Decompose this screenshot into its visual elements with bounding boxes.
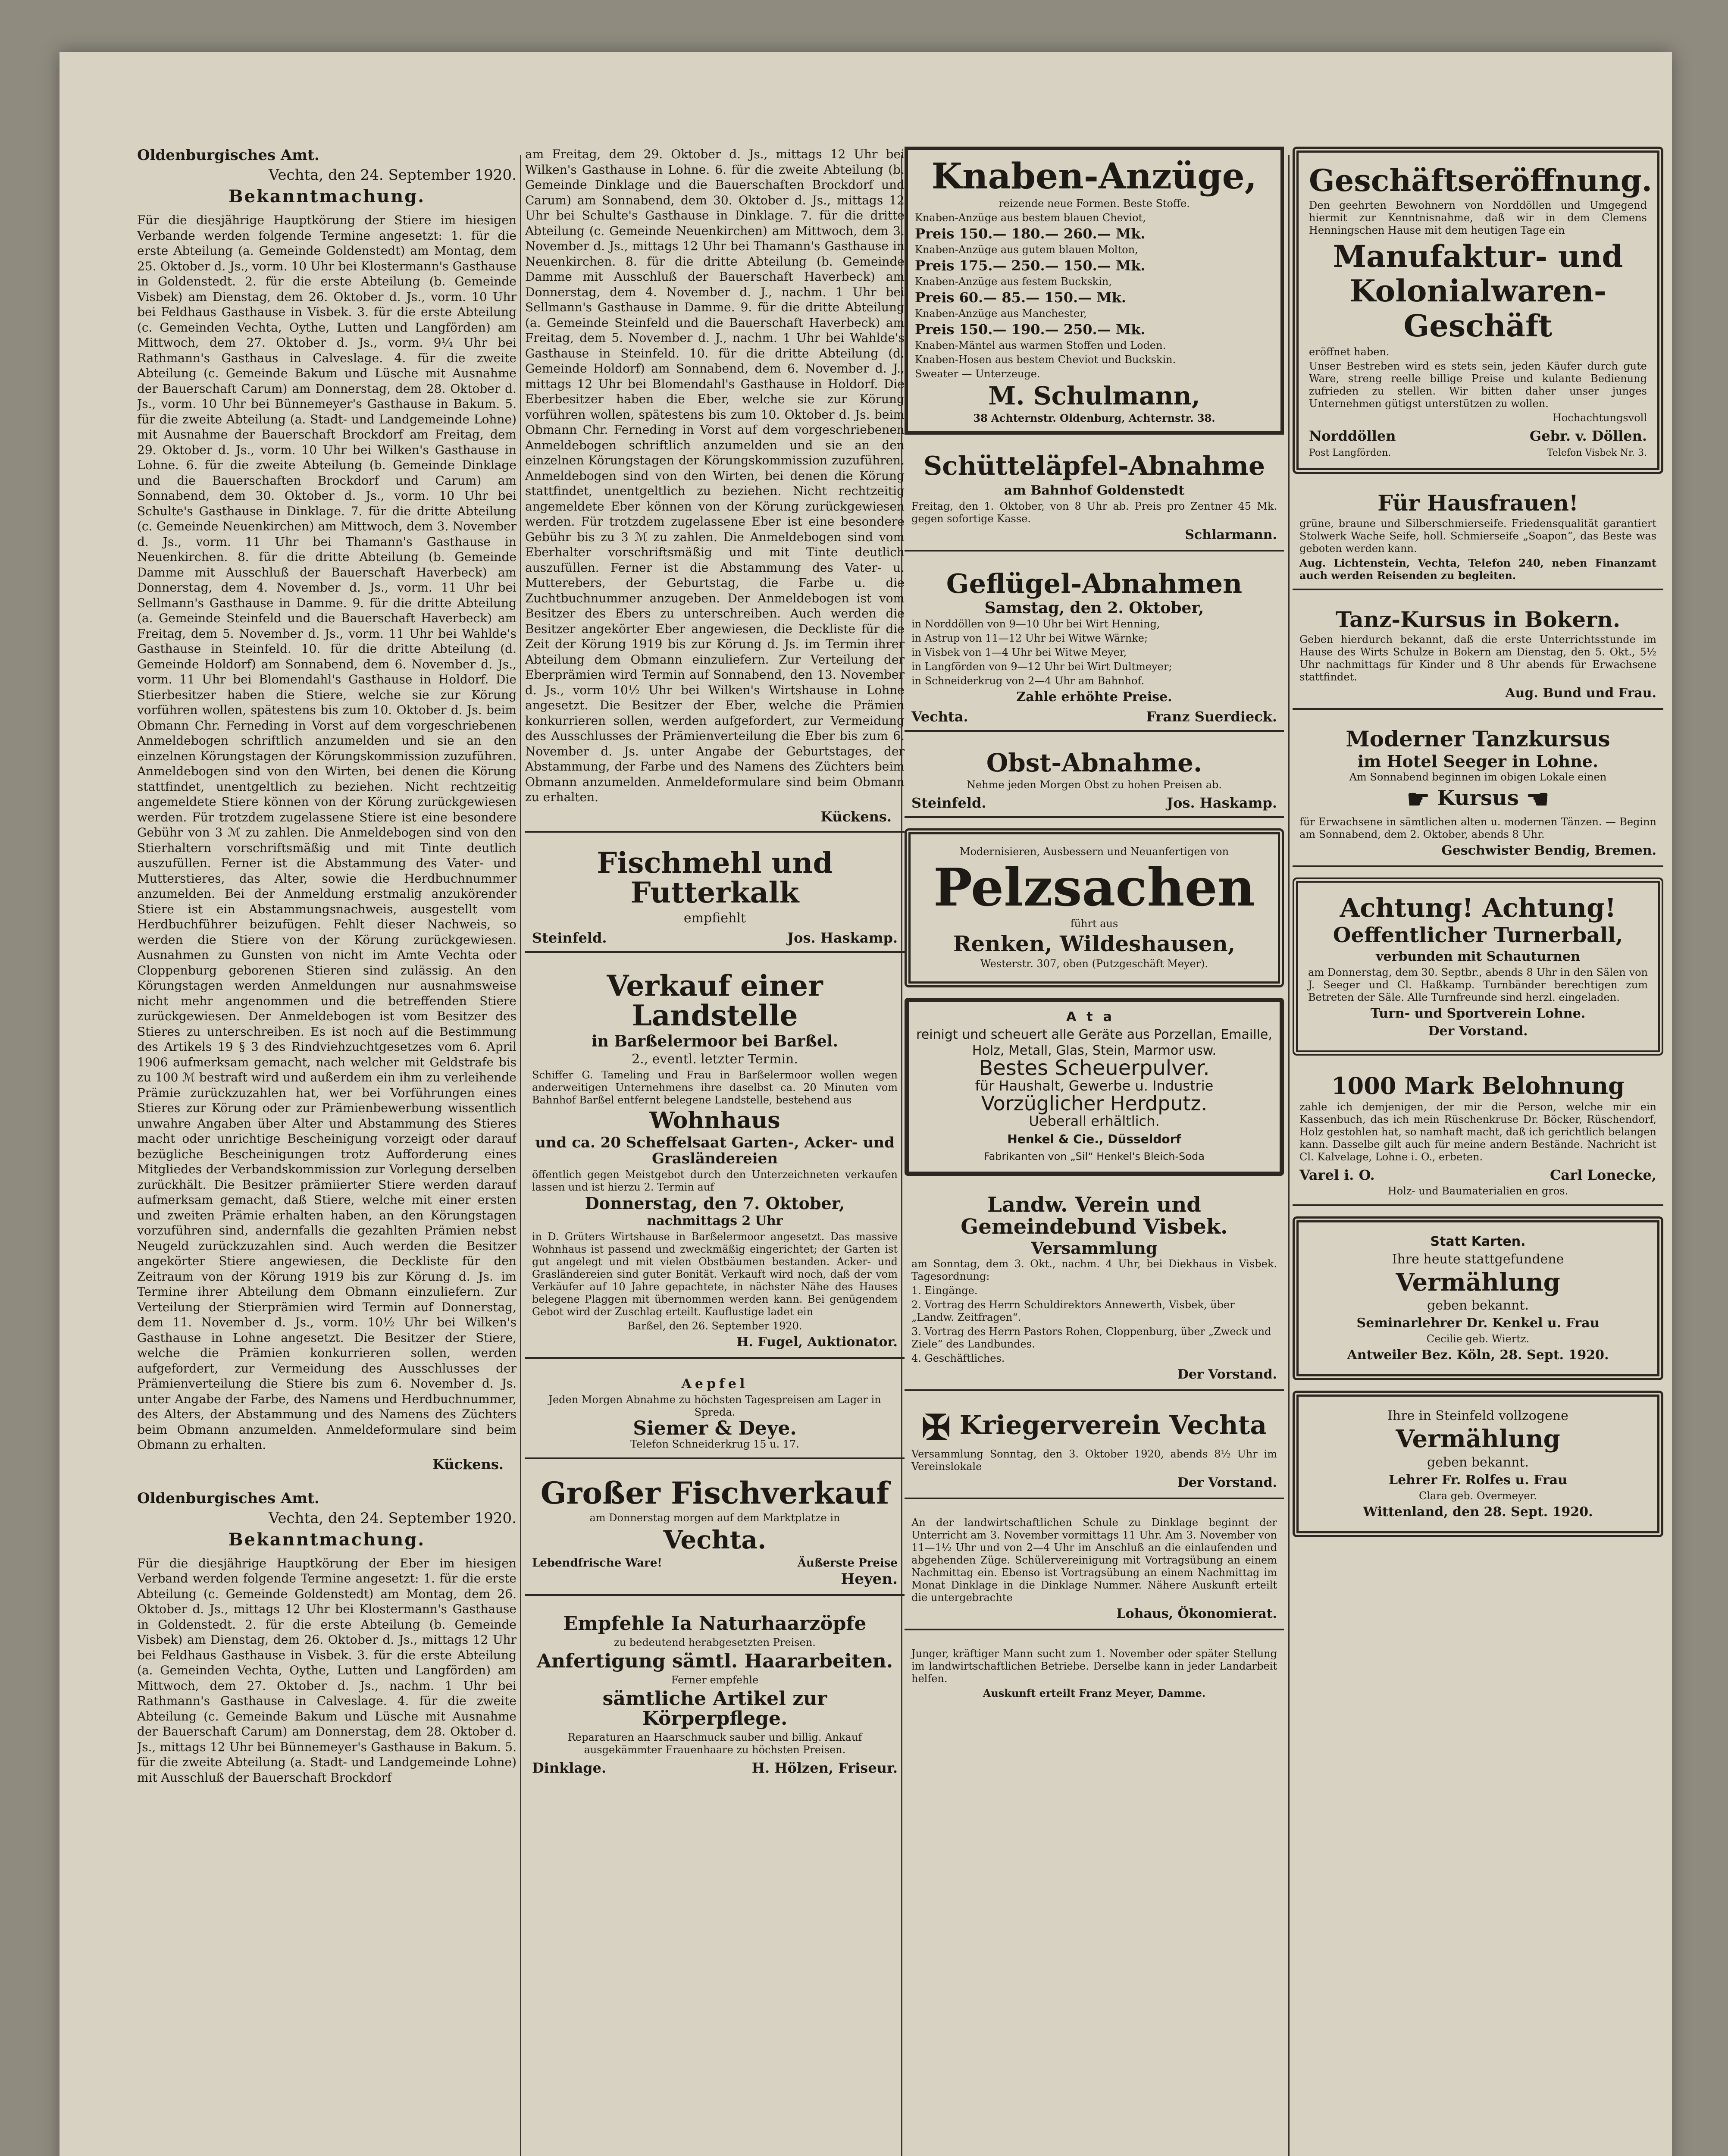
ad-firm: M. Schulmann, <box>988 381 1200 411</box>
ad-headline: Achtung! Achtung! <box>1340 893 1616 923</box>
ad-address: 38 Achternstr. Oldenburg, Achternstr. 38. <box>973 411 1215 424</box>
ad-city: Vechta. <box>663 1525 767 1554</box>
ad-sub: Holz- und Baumaterialien en gros. <box>1387 1185 1568 1197</box>
ad-firm: Renken, Wildeshausen, <box>953 931 1236 956</box>
list-item: in Schneiderkrug von 2—4 Uhr am Bahnhof. <box>911 675 1145 687</box>
ad-turnerball <box>1293 877 1663 1056</box>
column-4 <box>1293 147 1663 2156</box>
iron-cross-icon: ✠ <box>921 1407 951 1448</box>
ad-intro: Schiffer G. Tameling und Frau in Barßelermoor wollen wegen anderweitigen Unternehmens ihre daselbst ca. 20 Minuten vom Bahnhof Barßel entfernt belegene Landstelle, bestehend aus <box>532 1069 898 1106</box>
ad-signature-row <box>1309 428 1647 444</box>
ad-termin: 2., eventl. letzter Termin. <box>632 1051 798 1067</box>
ad-place: Steinfeld. <box>532 930 607 946</box>
ad-signature: Der Vorstand. <box>1177 1367 1277 1382</box>
ad-headline: Verkauf einer Landstelle <box>607 969 823 1033</box>
ad-headline: Geflügel-Abnahmen <box>946 567 1243 599</box>
ad-text: An der landwirtschaftlichen Schule zu Dinklage beginnt der Unterricht am 3. November vormittags 11 Uhr. Am 3. November von 11—1½ Uhr und von 2—4 Uhr im Anschluß an die einlaufenden und abgehenden Züge. Schülervereinigung mit Vortragsübung an einem Nachmittag ein. Ebenso ist Vortragsübung an einem Nachmittag im Monat Dinklage in die Dinklage Nummer. Nähere Auskunft erteilt die untergebrachte <box>911 1517 1277 1604</box>
ad-signature-row <box>911 708 1277 725</box>
column-rule <box>520 155 521 2156</box>
ad-line2: geben bekannt. <box>1427 1455 1529 1470</box>
ad-signature: H. Fugel, Auktionator. <box>736 1335 898 1350</box>
ad-headline: Fischmehl und Futterkalk <box>597 846 833 909</box>
ad-place: Dinklage. <box>532 1760 607 1777</box>
ad-firm: Siemer & Deye. <box>633 1417 797 1440</box>
ad-line2: geben bekannt. <box>1427 1298 1529 1313</box>
list-item: in Langförden von 9—12 Uhr bei Wirt Dultmeyer; <box>911 661 1172 673</box>
list-item: 2. Vortrag des Herrn Schuldirektors Annewerth, Visbek, über „Landw. Zeitfragen“. <box>911 1299 1235 1324</box>
column-3 <box>905 147 1284 2156</box>
ad-text: Freitag, den 1. Oktober, von 8 Uhr ab. Preis pro Zentner 45 Mk. gegen sofortige Kasse. <box>911 500 1277 525</box>
ad-place: am Bahnhof Goldenstedt <box>1004 483 1185 498</box>
ad-name: Jos. Haskamp. <box>1166 794 1277 811</box>
ad-aepfel <box>525 1369 905 1459</box>
ad-signature-row <box>911 795 1277 811</box>
ad-text1: Am Sonnabend beginnen im obigen Lokale einen <box>1349 771 1607 783</box>
ad-landw-schule <box>905 1510 1284 1630</box>
ad-headline: Aepfel <box>681 1376 748 1392</box>
ad-text: Geben hierdurch bekannt, daß die erste Unterrichtsstunde im Hause des Wirts Schulze in Bokern am Dienstag, den 5. Okt., 5½ Uhr nachmittags für Kinder und 8 Uhr abends für Erwachsene stattfindet. <box>1299 633 1656 683</box>
ad-names: Seminarlehrer Dr. Kenkel u. Frau <box>1356 1316 1600 1331</box>
ad-sub: reizende neue Formen. Beste Stoffe. <box>999 197 1190 210</box>
ad-text: Nehme jeden Morgen Obst zu hohen Preisen ab. <box>966 778 1222 791</box>
ad-intro: Den geehrten Bewohnern von Norddöllen und Umgegend hiermit zur Kenntnisnahme, daß wir in dem Clemens Henningschen Hause mit dem heutigen Tage ein <box>1309 199 1647 236</box>
notice-title: Bekanntmachung. <box>228 1529 426 1550</box>
notice-signature: Kückens. <box>820 808 892 825</box>
ad-grounds: und ca. 20 Scheffelsaat Garten-, Acker- und Grasländereien <box>535 1134 895 1168</box>
ad-tanzkursus-bokern <box>1293 601 1663 710</box>
ad-place: im Hotel Seeger in Lohne. <box>1357 751 1599 771</box>
ad-left: Lebendfrische Ware! <box>532 1556 662 1570</box>
ad-text: Versammlung Sonntag, den 3. Oktober 1920, abends 8½ Uhr im Vereinslokale <box>911 1448 1277 1473</box>
list-item: Sweater — Unterzeuge. <box>915 368 1040 380</box>
ad-firm: Gebr. v. Döllen. <box>1529 428 1647 444</box>
ad-title: Oeffentlicher Turnerball, <box>1333 923 1623 947</box>
ad-headline: Vermählung <box>1396 1268 1560 1297</box>
notice-authority: Oldenburgisches Amt. <box>137 147 319 164</box>
pointing-hand-left-icon: ☚ <box>1526 784 1550 815</box>
ad-line2: zu bedeutend herabgesetzten Preisen. <box>614 1636 816 1648</box>
ad-line1: Empfehle Ia Naturhaarzöpfe <box>563 1612 867 1635</box>
list-item: Knaben-Mäntel aus warmen Stoffen und Loden. <box>915 339 1166 352</box>
ad-text: zahle ich demjenigen, der mir die Person, welche mir ein Kassenbuch, das ich mein Rüschenkruse Dr. Böcker, Rüschendorf, Holz gestohlen hat, so namhaft macht, daß ich gerichtlich belangen kann. Dasselbe gilt auch für meine andern Bestände. Nachricht ist Cl. Kalvelage, Lohne i. O., erbeten. <box>1299 1100 1656 1163</box>
ad-line3: Anfertigung sämtl. Haararbeiten. <box>536 1650 893 1672</box>
ad-nee: Clara geb. Overmeyer. <box>1418 1490 1537 1502</box>
ad-names: Lehrer Fr. Rolfes u. Frau <box>1388 1473 1568 1488</box>
ad-signature-row <box>1299 1167 1656 1183</box>
ad-line1: Ihre heute stattgefundene <box>1392 1251 1564 1267</box>
ad-vermaehlung-kenkel <box>1293 1216 1663 1381</box>
ad-brand: Ata <box>1066 1009 1122 1025</box>
ad-text: Junger, kräftiger Mann sucht zum 1. November oder später Stellung im landwirtschaftlichen Betriebe. Derselbe kann in jeder Landarbeit helfen. <box>911 1648 1277 1685</box>
ad-name: Schlarmann. <box>1185 527 1277 542</box>
notice-authority: Oldenburgisches Amt. <box>137 1489 319 1507</box>
ad-line4: Ferner empfehle <box>671 1674 759 1686</box>
list-item: Knaben-Hosen aus bestem Cheviot und Buckskin. <box>915 354 1176 366</box>
ad-intro: Modernisieren, Ausbessern und Neuanfertigen von <box>959 845 1229 858</box>
ad-headline: Tanz-Kursus in Bokern. <box>1335 606 1621 632</box>
ad-date: Donnerstag, den 7. Oktober, <box>585 1194 845 1213</box>
ad-headline: Landw. Verein und Gemeindebund Visbek. <box>961 1193 1228 1239</box>
ad-right: Äußerste Preise <box>797 1556 898 1570</box>
ad-headline: Schütteläpfel-Abnahme <box>923 451 1265 481</box>
ad-signature-row <box>532 1760 898 1776</box>
ad-knaben-anzuege <box>905 147 1284 435</box>
ad-offer: öffentlich gegen Meistgebot durch den Unterzeichneten verkaufen lassen und ist hierzu 2. Termin auf <box>532 1169 898 1194</box>
ad-name: Franz Suerdieck. <box>1146 708 1277 725</box>
notice-dateline: Vechta, den 24. September 1920. <box>269 1509 517 1527</box>
ad-fischverkauf <box>525 1470 905 1595</box>
ad-kriegerverein <box>905 1401 1284 1499</box>
ad-phone: Telefon Visbek Nr. 3. <box>1546 448 1647 458</box>
ad-tanzkursus-lohne <box>1293 720 1663 867</box>
list-item: Preis 60.— 85.— 150.— Mk. <box>915 289 1127 306</box>
ad-phone: Telefon Schneiderkrug 15 u. 17. <box>630 1438 799 1451</box>
ad-name: Heyen. <box>841 1570 898 1588</box>
ad-headline: Obst-Abnahme. <box>986 748 1202 778</box>
ad-dateline: Wittenland, den 28. Sept. 1920. <box>1363 1504 1593 1520</box>
ad-business: Manufaktur- und Kolonialwaren-Geschäft <box>1333 238 1623 344</box>
list-item: Knaben-Anzüge aus Manchester, <box>915 307 1087 320</box>
ad-line5: Ueberall erhältlich. <box>1029 1113 1160 1130</box>
notice-body: Für die diesjährige Hauptkörung der Stiere im hiesigen Verbande werden folgende Termine angesetzt: 1. für die erste Abteilung (a. Gemeinde Goldenstedt) am Montag, dem 25. Oktober d. Js., vorm. 10 Uhr bei Klostermann's Gasthause in Goldenstedt. 2. für die erste Abteilung (b. Gemeinde Visbek) am Dienstag, dem 26. Oktober d. Js., vorm. 10 Uhr bei Feldhaus Gasthause in Visbek. 3. für die erste Abteilung (c. Gemeinden Vechta, Oythe, Lutten und Langförden) am Mittwoch, dem 27. Oktober d. Js., vorm. 9¼ Uhr bei Rathmann's Gasthaus in Calveslage. 4. für die zweite Abteilung (c. Gemeinde Bakum und Lüsche mit Ausnahme der Bauerschaft Carum) am Donnerstag, dem 28. Oktober d. Js., vorm. 10 Uhr bei Bünnemeyer's Gasthause in Bakum. 5. für die zweite Abteilung (a. Stadt- und Landgemeinde Lohne) mit Ausnahme der Bauerschaft Brockdorf am Freitag, dem 29. Oktober d. Js., vorm. 10 Uhr bei Wilken's Gasthause in Lohne. 6. für die zweite Abteilung (b. Gemeinde Dinklage und die Bauerschaften Brockdorf und Carum) am Sonnabend, dem 30. Oktober d. Js., vorm. 10 Uhr bei Schulte's Gasthause in Dinklage. 7. für die dritte Abteilung (c. Gemeinde Neuenkirchen) am Mittwoch, dem 3. November d. Js., vorm. 11 Uhr bei Thamann's Gasthause in Neuenkirchen. 8. für die dritte Abteilung (b. Gemeinde Damme mit Ausschluß der Bauerschaft Haverbeck) am Donnerstag, dem 4. November d. Js., vorm. 11 Uhr bei Sellmann's Gasthause in Damme. 9. für die dritte Abteilung (a. Gemeinde Steinfeld und die Bauerschaft Haverbeck) am Freitag, dem 5. November d. Js., vorm. 11 Uhr bei Wahlde's Gasthause in Steinfeld. 10. für die dritte Abteilung (d. Gemeinde Holdorf) am Sonnabend, dem 6. November d. Js., vorm. 11 Uhr bei Blomendahl's Gasthause in Holdorf. Die Stierbesitzer haben die Stiere, welche sie zur Körung vorführen wollen, spätestens bis zum 10. Oktober d. Js. beim Obmann Chr. Ferneding in Vorst auf dem vorgeschriebenen Anmeldebogen schriftlich anzumelden und sie an den einzelnen Körungstagen der Körungskommission zuzuführen. Anmeldebogen sind von den Wirten, bei denen die Körung stattfindet, unentgeltlich zu beziehen. Nicht rechtzeitig angemeldete Stiere können von der Körung zurückgewiesen werden. Für trotzdem zugelassene Stiere ist eine besondere Gebühr von 3 ℳ zu zahlen. Die Anmeldebogen sind von den Stierhaltern vorschriftsmäßig und mit Tinte deutlich auszufüllen. Ferner ist die Abstammung des Vater- und Mutterstieres, das Alter, sowie die Herdbuchnummer anzumelden. Bei der Anmeldung erstmalig anzukörender Stiere ist ein Abstammungsnachweis, ausgestellt vom Herdbuchführer beizufügen. Fehlt dieser Nachweis, so werden die Stiere von der Körung zurückgewiesen. Ausnahmen zu Gunsten von nicht im Amte Vechta oder Cloppenburg geborenen Stieren sind zulässig. An den Körungstagen werden Anmeldungen nur ausnahmsweise nicht mehr angenommen und die betreffenden Stiere zurückgewiesen. Der Anmeldebogen ist vom Besitzer des Stieres zu unterschreiben. Es ist noch auf die Bestimmung des Artikels 19 § 3 des Rindviehzuchtgesetzes vom 6. April 1906 aufmerksam gemacht, nach welcher mit Geldstrafe bis zu 100 ℳ bestraft wird und außerdem ein ihm zu verleihende Prämie zurückzuzahlen hat, wer bei Vorführungen eines Stieres zur Körung oder zur Prämienbewerbung wissentlich unwahre Angaben über Alter und Abstammung des Stieres macht oder unrichtige Bescheinigung vorzeigt oder darauf bezügliche Bescheinigungen trotz Aufforderung eines Mitgliedes der Verbandskommission zur Vorlegung derselben zurückhält. Die Besitzer prämiierter Stiere werden darauf aufmerksam gemacht, daß Stiere, welche mit einer ersten und zweiten Prämie erhalten haben, an den Körungstagen vorzuführen sind, andernfalls die gezahlten Prämien nebst Neugeld zurückzuzahlen sind. Auch werden die Besitzer angekörter Stiere angewiesen, die Deckliste für den Zeitraum von der Körung 1919 bis zur Körung d. Js. im Termine ihrer Abteilung dem Obmann einzuliefern. Zur Verteilung der Stierprämien wird Termin auf Donnerstag, dem 11. November d. Js., vorm. 10½ Uhr bei Wilken's Gasthause in Lohne angesetzt. Die Besitzer der Stiere, welche die Prämien konkurrieren sollen, werden aufgefordert, zur Vermeidung des Ausschlusses der Prämienverteilung die Stiere bis zum 6. November d. Js. unter Angabe der Farbe, des Namens und Herdbuchnummer, des Alters, der Abstammung und des Namens des Züchters beim Obmann anzumelden. Anmeldeformulare sind beim Obmann zu erhalten. <box>137 213 517 1452</box>
ad-name: Jos. Haskamp. <box>787 930 898 946</box>
list-item: Knaben-Anzüge aus bestem blauen Cheviot, <box>915 212 1146 224</box>
ad-details: in D. Grüters Wirtshause in Barßelermoor angesetzt. Das massive Wohnhaus ist passend und zweckmäßig eingerichtet; der Garten ist gut angelegt und mit vielen Obstbäumen bestanden. Acker- und Grasländereien sind guter Bonität. Verkauft wird noch, daß der vom Verkäufer auf 10 Jahre gepachtete, in nächster Nähe des Hauses belegene Plaggen mit übernommen werden kann. Bei genügendem Gebot wird der Zuschlag erteilt. Kauflustige ladet ein <box>532 1231 898 1318</box>
ad-signature-row <box>532 930 898 946</box>
ad-nee: Cecilie geb. Wiertz. <box>1426 1333 1530 1345</box>
ad-ata <box>905 998 1284 1176</box>
ad-text: grüne, braune und Silberschmierseife. Friedensqualität garantiert Stolwerk Wache Seife, holl. Schmierseife „Soapon“, das Beste was geboten werden kann. <box>1299 517 1656 555</box>
ad-vermaehlung-rolfes <box>1293 1391 1663 1537</box>
ad-contact: Auskunft erteilt Franz Meyer, Damme. <box>983 1687 1206 1700</box>
notice-body: Für die diesjährige Hauptkörung der Eber im hiesigen Verband werden folgende Termine angesetzt: 1. für die erste Abteilung (c. Gemeinde Goldenstedt) am Montag, dem 26. Oktober d. Js., mittags 12 Uhr bei Klostermann's Gasthause in Goldenstedt. 2. für die erste Abteilung (b. Gemeinde Visbek) am Dienstag, dem 26. Oktober d. Js., mittags 12 Uhr bei Feldhaus Gasthause in Visbek. 3. für die erste Abteilung (a. Gemeinden Vechta, Oythe, Lutten und Langförden) am Mittwoch, dem 27. Oktober d. Js., nachm. 1 Uhr bei Rathmann's Gasthause in Calveslage. 4. für die zweite Abteilung (c. Gemeinde Bakum und Lüsche mit Ausnahme der Bauerschaft Carum) am Donnerstag, dem 28. Oktober d. Js., mittags 12 Uhr bei Bünnemeyer's Gasthause in Bakum. 5. für die zweite Abteilung (a. Stadt- und Landgemeinde Lohne) mit Ausschluß der Bauerschaft Brockdorf <box>137 1556 517 1785</box>
ad-schuettelaepfel <box>905 445 1284 552</box>
ad-item-list <box>911 1285 1277 1365</box>
pointing-hand-right-icon: ☛ <box>1406 784 1430 815</box>
list-item: Knaben-Anzüge aus festem Buckskin, <box>915 276 1112 288</box>
ad-time: nachmittags 2 Uhr <box>647 1213 783 1229</box>
column-1 <box>137 147 517 2156</box>
ad-opened: eröffnet haben. <box>1309 346 1390 358</box>
ad-text: am Donnerstag, dem 30. Septbr., abends 8 Uhr in den Sälen von J. Seeger und Cl. Haßkamp. Turnbänder berechtigen zum Betreten der Säle. Alle Turnfreunde sind herzl. eingeladen. <box>1308 966 1648 1003</box>
ad-text: am Sonntag, dem 3. Okt., nachm. 4 Uhr, bei Diekhaus in Visbek. Tagesordnung: <box>911 1258 1277 1283</box>
list-item: 3. Vortrag des Herrn Pastors Rohen, Cloppenburg, über „Zweck und Ziele“ des Landbundes. <box>911 1326 1271 1351</box>
ad-obst <box>905 742 1284 818</box>
ad-signature: Der Vorstand. <box>1177 1475 1277 1491</box>
ad-belohnung <box>1293 1066 1663 1206</box>
column-rule <box>1288 155 1290 2156</box>
ad-contact-row <box>1309 448 1647 458</box>
list-item: Preis 150.— 180.— 260.— Mk. <box>915 226 1146 242</box>
ad-item-list <box>911 618 1277 687</box>
notice-eber-continued <box>525 147 905 833</box>
ad-fischmehl <box>525 840 905 953</box>
ad-maker: Fabrikanten von „Sil“ Henkel's Bleich-Soda <box>983 1150 1205 1163</box>
ad-place: in Barßelermoor bei Barßel. <box>592 1032 838 1050</box>
list-item: in Norddöllen von 9—10 Uhr bei Wirt Henning, <box>911 618 1160 630</box>
ad-headline: 1000 Mark Belohnung <box>1331 1072 1625 1100</box>
ad-sub: führt aus <box>1070 917 1118 930</box>
list-item: in Astrup von 11—12 Uhr bei Witwe Wärnke; <box>911 632 1148 645</box>
list-item: Preis 175.— 250.— 150.— Mk. <box>915 257 1146 274</box>
ad-line1: reinigt und scheuert alle Geräte aus Porzellan, Emaille, Holz, Metall, Glas, Stein, Marmor usw. <box>916 1027 1272 1059</box>
ad-signature-row <box>532 1557 898 1570</box>
ad-text2: für Erwachsene in sämtlichen alten u. modernen Tänzen. — Beginn am Sonnabend, dem 2. Oktober, abends 8 Uhr. <box>1299 815 1656 840</box>
ad-name: Aug. Bund und Frau. <box>1505 686 1656 701</box>
ad-signature: Lohaus, Ökonomierat. <box>1116 1606 1277 1622</box>
ad-line3: für Haushalt, Gewerbe u. Industrie <box>975 1078 1214 1094</box>
ad-line4: Vorzüglicher Herdputz. <box>981 1092 1208 1116</box>
list-item: in Visbek von 1—4 Uhr bei Witwe Meyer, <box>911 646 1127 659</box>
ad-dateline: Antweiler Bez. Köln, 28. Sept. 1920. <box>1347 1348 1609 1363</box>
list-item: Preis 150.— 190.— 250.— Mk. <box>915 321 1146 338</box>
ad-place: Vechta. <box>911 708 968 725</box>
ad-address: Westerstr. 307, oben (Putzgeschäft Meyer). <box>980 958 1208 970</box>
ad-sub: verbunden mit Schauturnen <box>1376 949 1580 964</box>
list-item: 1. Eingänge. <box>911 1285 978 1297</box>
notice-dateline: Vechta, den 24. September 1920. <box>269 166 517 184</box>
ad-headline: Knaben-Anzüge, <box>931 156 1257 197</box>
list-item: 4. Geschäftliches. <box>911 1352 1005 1365</box>
ad-text: am Donnerstag morgen auf dem Marktplatze in <box>589 1511 840 1524</box>
ad-post: Post Langförden. <box>1309 448 1391 458</box>
ad-landstelle <box>525 963 905 1359</box>
ad-headline: Großer Fischverkauf <box>540 1475 889 1511</box>
ad-sub: empfiehlt <box>683 911 746 926</box>
column-2 <box>525 147 905 2156</box>
ad-geschaeftseroeffnung <box>1293 147 1663 474</box>
ad-hausfrauen <box>1293 484 1663 590</box>
ad-place: Varel i. O. <box>1299 1166 1375 1183</box>
ad-line5: sämtliche Artikel zur Körperpflege. <box>602 1688 827 1730</box>
ad-closing: Hochachtungsvoll <box>1552 412 1647 424</box>
notice-title: Bekanntmachung. <box>228 186 426 207</box>
ad-junger-mann <box>905 1641 1284 1706</box>
ad-firm: Henkel & Cie., Düsseldorf <box>1007 1132 1181 1147</box>
notice-eber-koerung <box>137 1490 517 1786</box>
ad-club: Turn- und Sportverein Lohne. <box>1370 1006 1586 1021</box>
ad-headline: Geschäftseröffnung. <box>1309 163 1653 198</box>
notice-body: am Freitag, dem 29. Oktober d. Js., mittags 12 Uhr bei Wilken's Gasthause in Lohne. 6. für die zweite Abteilung (b. Gemeinde Dinklage und die Bauerschaften Brockdorf und Carum) am Sonnabend, dem 30. Oktober d. Js., mittags 12 Uhr bei Schulte's Gasthause in Dinklage. 7. für die dritte Abteilung (c. Gemeinde Neuenkirchen) am Mittwoch, dem 3. November d. Js., mittags 12 Uhr bei Thamann's Gasthause in Neuenkirchen. 8. für die dritte Abteilung (b. Gemeinde Damme mit Ausschluß der Bauerschaft Haverbeck) am Donnerstag, dem 4. November d. J., nachm. 1 Uhr bei Sellmann's Gasthause in Damme. 9. für die dritte Abteilung (a. Gemeinde Steinfeld und die Bauerschaft Haverbeck) am Freitag, dem 5. November d. J., nachm. 1 Uhr bei Wahlde's Gasthause in Steinfeld. 10. für die dritte Abteilung (d. Gemeinde Holdorf) am Sonnabend, dem 6. November d. J., mittags 12 Uhr bei Blomendahl's Gasthause in Holdorf. Die Eberbesitzer haben die Eber, welche sie zur Körung vorführen wollen, spätestens bis zum 10. Oktober d. Js. beim Obmann Chr. Ferneding in Vorst auf dem vorgeschriebenen Anmeldebogen schriftlich anzumelden und sie an den einzelnen Körungstagen der Körungskommission zuzuführen. Anmeldebogen sind von den Wirten, bei denen die Körung stattfindet, unentgeltlich zu beziehen. Nicht rechtzeitig angemeldete Eber können von der Körung zurückgewiesen werden. Für trotzdem zugelassene Eber ist eine besondere Gebühr bis zu 3 ℳ zu zahlen. Die Anmeldebogen sind vom Eberhalter vorschriftsmäßig und mit Tinte deutlich auszufüllen. Ferner ist die Abstammung des Vater- u. Mutterebers, der Geburtstag, die Farbe u. die Zuchtbuchnummer anzugeben. Der Anmeldebogen ist vom Besitzer des Ebers zu unterschreiben. Auch werden die Besitzer angekörter Eber angewiesen, die Deckliste für die Zeit der Körung 1919 bis zur Körung d. Js. im Termin ihrer Abteilung dem Obmann einzuliefern. Zur Verteilung der Eberprämien wird Termin auf Sonnabend, den 13. November d. Js., vorm 10½ Uhr bei Wilken's Wirtshause in Lohne angesetzt. Die Besitzer der Eber, welche die Prämien konkurrieren sollen, werden aufgefordert, zur Vermeidung des Ausschlusses der Prämienverteilung die Eber bis zum 6. November d. Js. unter Angabe der Geburtstages, der Abstammung, der Farbe und des Namens des Züchters beim Obmann anzumelden. Anmeldeformulare sind beim Obmann zu erhalten. <box>525 147 905 804</box>
ad-headline: Pelzsachen <box>933 857 1255 918</box>
ad-line1: Ihre in Steinfeld vollzogene <box>1387 1408 1568 1424</box>
ad-headline: Vermählung <box>1396 1425 1560 1454</box>
ad-pelzsachen <box>905 828 1284 988</box>
ad-headline: Kriegerverein Vechta <box>959 1410 1267 1441</box>
ad-haararbeiten <box>525 1606 905 1782</box>
ad-line6: Reparaturen an Haarschmuck sauber und billig. Ankauf ausgekämmter Frauenhaare zu höchsten Preisen. <box>567 1731 862 1756</box>
ad-line2: Bestes Scheuerpulver. <box>979 1056 1210 1081</box>
ad-note: Zahle erhöhte Preise. <box>1016 689 1172 705</box>
ad-signature: Der Vorstand. <box>1428 1023 1528 1039</box>
ad-sub: Versammlung <box>1031 1238 1158 1258</box>
notice-stier-koerung <box>137 147 517 1473</box>
ad-name: Carl Lonecke, <box>1550 1166 1656 1183</box>
ad-place: Norddöllen <box>1309 428 1396 444</box>
ad-place: Steinfeld. <box>911 794 986 811</box>
ad-item-list <box>915 212 1274 380</box>
list-item: Knaben-Anzüge aus gutem blauen Molton, <box>915 244 1138 256</box>
notice-signature: Kückens. <box>432 1456 504 1473</box>
ad-gefluegel <box>905 562 1284 732</box>
ad-top: Statt Karten. <box>1430 1234 1526 1249</box>
ad-text: Jeden Morgen Abnahme zu höchsten Tagespreisen am Lager in Spreda. <box>548 1394 881 1419</box>
ad-headline: Für Hausfrauen! <box>1377 490 1578 516</box>
ad-dateline: Barßel, den 26. September 1920. <box>627 1320 802 1332</box>
ad-headline: Moderner Tanzkursus <box>1346 726 1610 752</box>
ad-text: Unser Bestreben wird es stets sein, jeden Käufer durch gute Ware, streng reelle billige Preise und kulante Bedienung zufrieden zu stellen. Wir bitten daher unser junges Unternehmen gütigst unterstützen zu wollen. <box>1309 360 1647 410</box>
ad-wohnhaus: Wohnhaus <box>649 1107 780 1134</box>
ad-landw-verein <box>905 1186 1284 1391</box>
ad-date: Samstag, den 2. Oktober, <box>984 599 1204 617</box>
ad-name: H. Hölzen, Friseur. <box>751 1760 898 1777</box>
ad-kursus: Kursus <box>1437 786 1519 810</box>
ad-name: Geschwister Bendig, Bremen. <box>1441 843 1656 858</box>
newspaper-page <box>59 52 1672 2156</box>
ad-firm: Aug. Lichtenstein, Vechta, Telefon 240, neben Finanzamt auch werden Reisenden zu begleiten. <box>1299 556 1656 582</box>
